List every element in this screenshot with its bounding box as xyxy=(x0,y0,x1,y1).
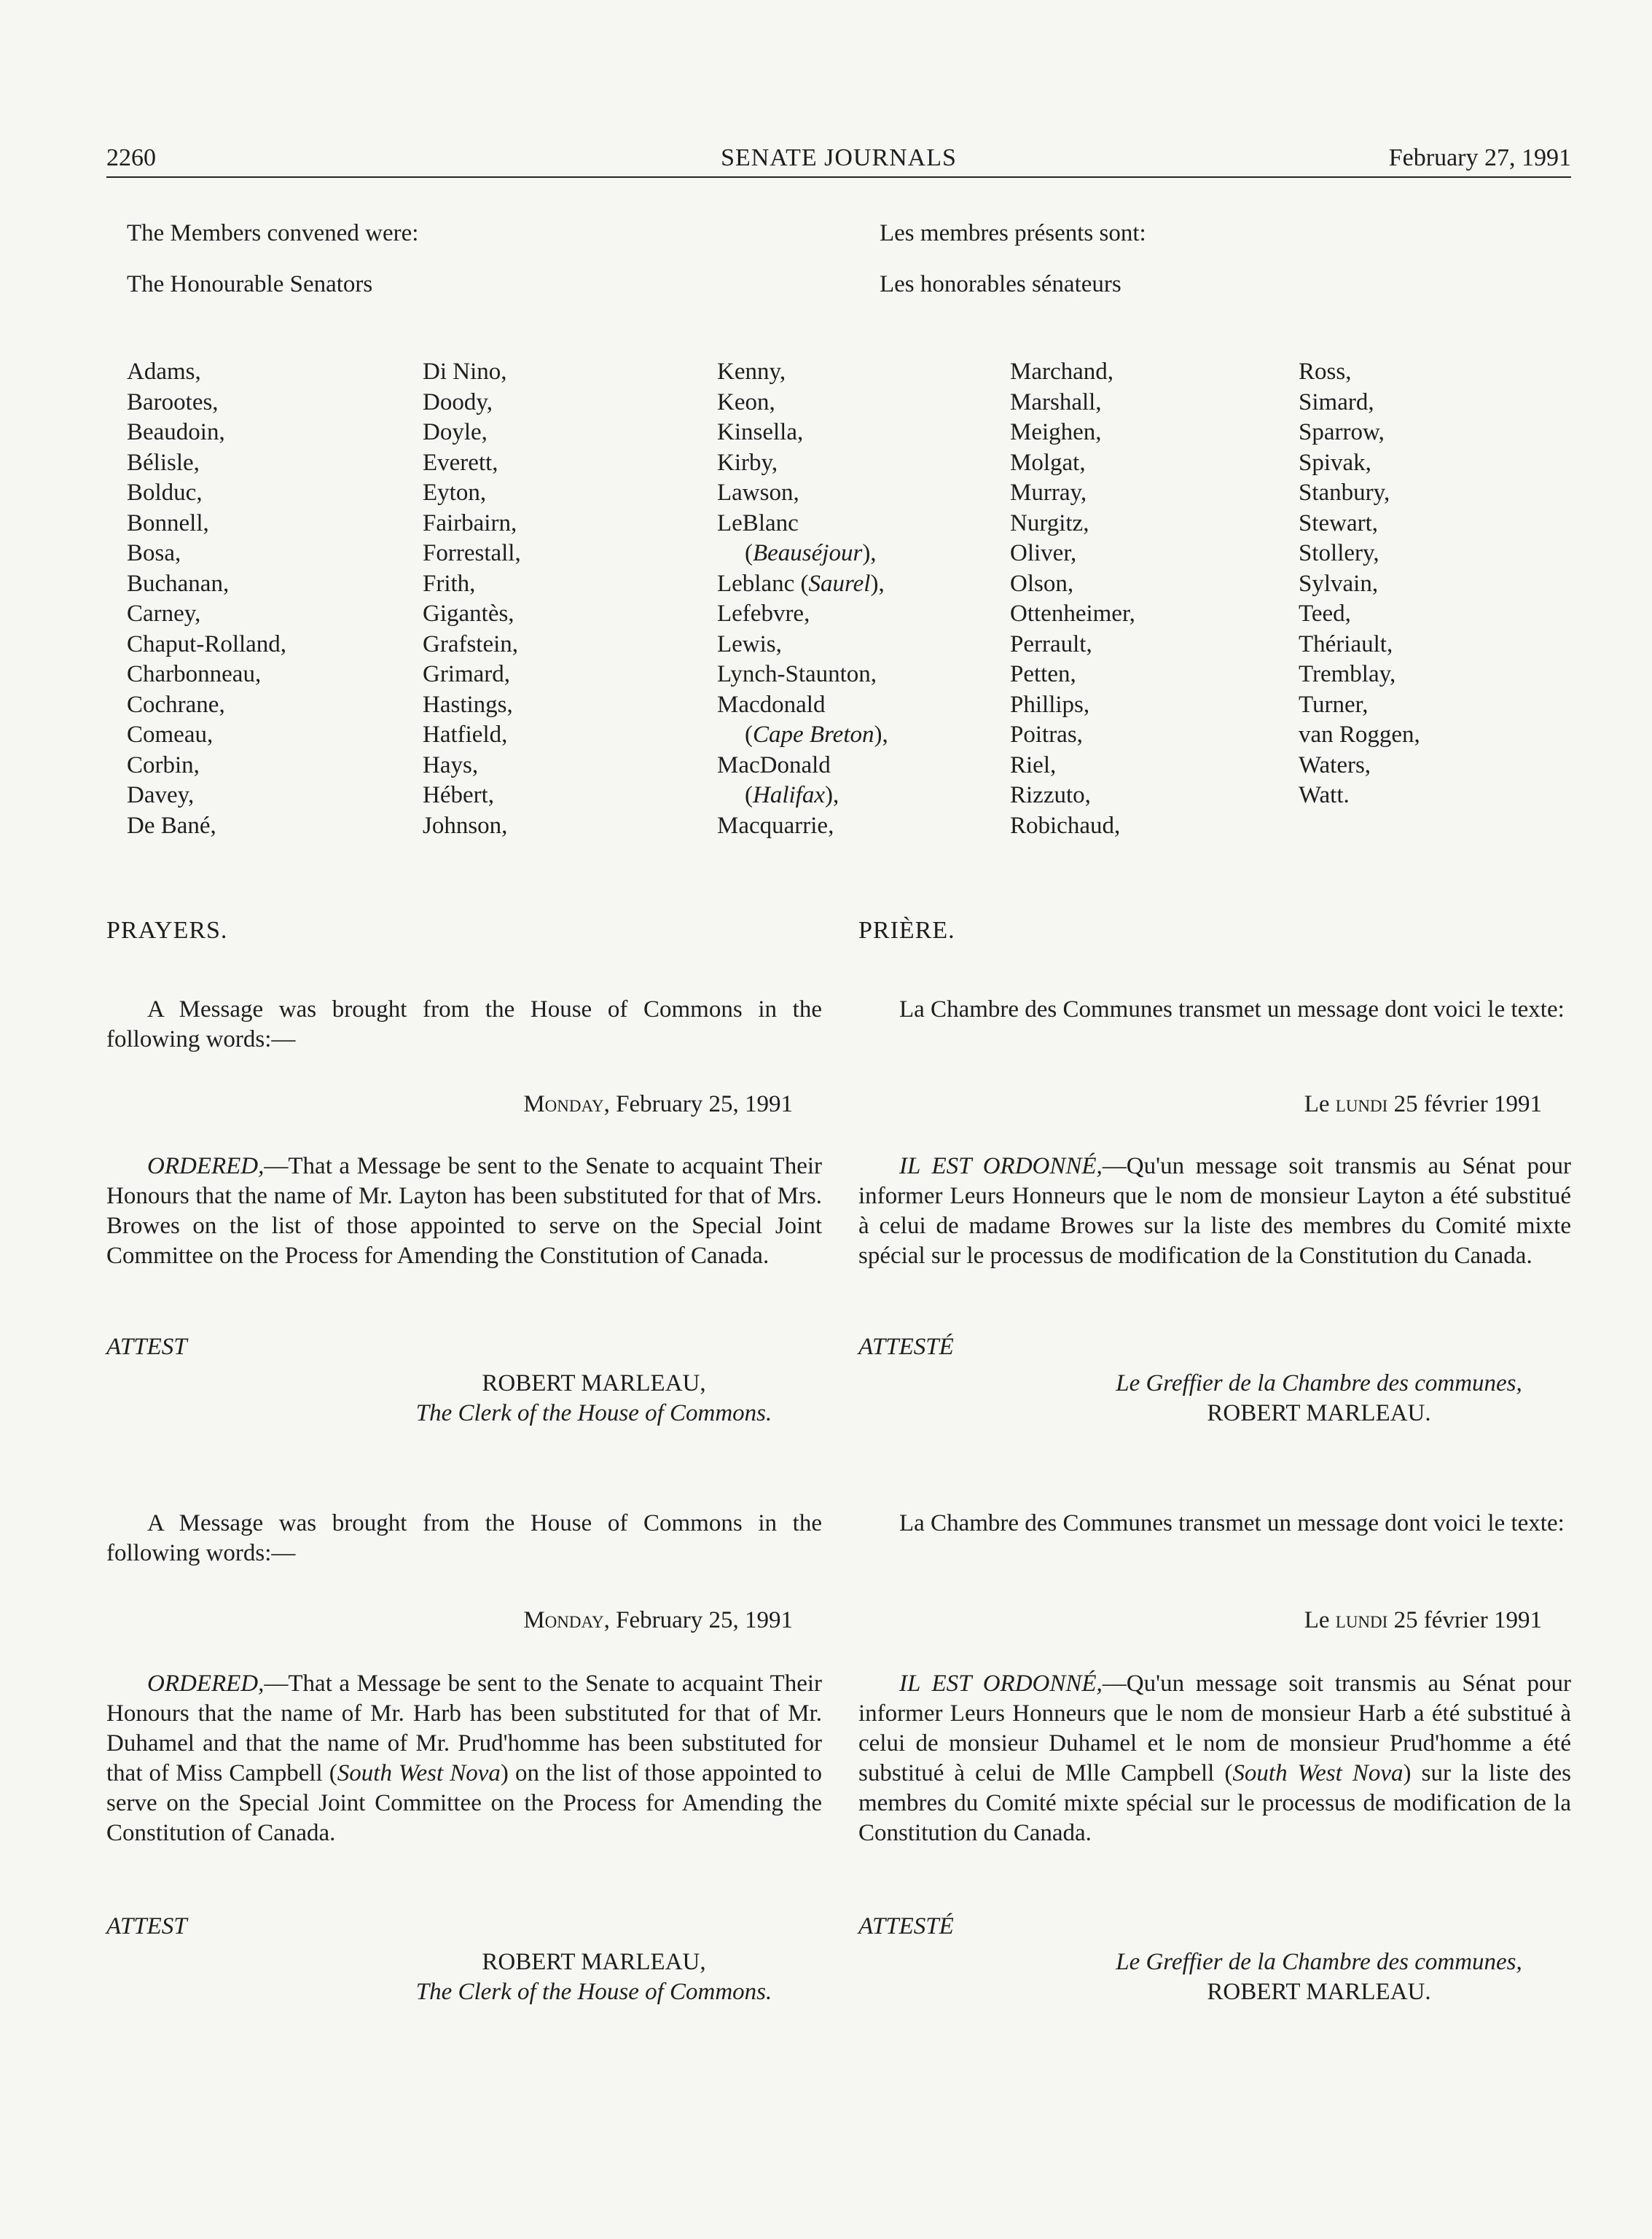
message2-order-en xyxy=(106,1669,822,1848)
senator-name: Murray, xyxy=(1010,480,1087,506)
senator-name-qualifier: (Beauséjour), xyxy=(745,540,877,566)
order-text: —Qu'un message soit transmis au Sénat pour informer Leurs Honneurs que le nom de monsieur Harb a été substitué à celui de monsieur Duhamel et le nom de monsieur Prud'homme a été substitué à celui de Mlle Campbell ( xyxy=(858,1671,1571,1786)
senator-name-qualifier: (Halifax), xyxy=(745,782,839,808)
senator-name: Rizzuto, xyxy=(1010,782,1091,808)
senator-name: Stanbury, xyxy=(1299,480,1390,506)
members-convened-en: The Members convened were: xyxy=(127,220,419,246)
senator-list xyxy=(127,357,1571,845)
ordered-label: IL EST ORDONNÉ, xyxy=(899,1671,1103,1697)
senator-name: Grimard, xyxy=(423,661,511,687)
senator-name: Charbonneau, xyxy=(127,661,262,687)
order-text: —That a Message be sent to the Senate to acquaint Their Honours that the name of Mr. Layton has been substituted for that of Mrs. Browes on the list of those appointed to serve on the Special Joint Committee on the Process for Amending the Constitution of Canada. xyxy=(106,1153,822,1269)
senator-name: Riel, xyxy=(1010,751,1057,778)
senator-name: Nurgitz, xyxy=(1010,509,1089,536)
senator-riding: Beauséjour xyxy=(753,540,863,566)
senator-name: Buchanan, xyxy=(127,570,230,597)
date-day: Monday xyxy=(523,1091,604,1117)
senator-name: Hastings, xyxy=(423,691,513,718)
clerk-name: ROBERT MARLEAU, xyxy=(482,1370,706,1396)
senator-name: Lynch-Staunton, xyxy=(717,661,877,687)
message1-date-en xyxy=(106,1090,822,1120)
message1-order-en xyxy=(106,1152,822,1271)
senator-name: Adams, xyxy=(127,359,201,385)
senator-name: Phillips, xyxy=(1010,691,1090,718)
senator-name: Cochrane, xyxy=(127,691,225,718)
senator-name: Olson, xyxy=(1010,570,1074,597)
senator-name: Fairbairn, xyxy=(423,509,517,536)
senator-name: Poitras, xyxy=(1010,722,1083,748)
senator-name: Bosa, xyxy=(127,540,181,566)
senator-name: Davey, xyxy=(127,782,195,808)
honourable-senators-fr: Les honorables sénateurs xyxy=(880,271,1121,297)
senator-name: Chaput-Rolland, xyxy=(127,630,287,657)
message1-date-fr xyxy=(858,1090,1571,1120)
members-convened-fr: Les membres présents sont: xyxy=(880,220,1146,246)
senator-surname: Leblanc xyxy=(717,570,795,597)
senator-name: Gigantès, xyxy=(423,601,514,627)
prayers-heading-en: PRAYERS. xyxy=(106,917,228,944)
message1-intro-fr: La Chambre des Communes transmet un message dont voici le texte: xyxy=(899,996,1565,1023)
senator-name: Stollery, xyxy=(1299,540,1379,566)
senator-name: Comeau, xyxy=(127,722,214,748)
senator-name: Sparrow, xyxy=(1299,419,1385,445)
senator-name: Barootes, xyxy=(127,388,219,415)
date-le: Le xyxy=(1304,1091,1330,1117)
date-day: lundi xyxy=(1335,1091,1388,1117)
message2-attest-en: ATTEST xyxy=(106,1913,187,1939)
senator-name: Carney, xyxy=(127,601,201,627)
order-text: —That a Message be sent to the Senate to acquaint Their Honours that the name of Mr. Harb has been substituted for that of Mr. Duhamel and that the name of Mr. Prud'homme has been substituted for that of Miss Campbell ( xyxy=(106,1671,822,1786)
senator-name: Eyton, xyxy=(423,480,487,506)
senator-name: Robichaud, xyxy=(1010,812,1121,839)
senator-column-1 xyxy=(127,357,286,841)
senator-name: Leblanc (Saurel), xyxy=(717,570,885,597)
senator-name: De Bané, xyxy=(127,812,216,839)
clerk-name: ROBERT MARLEAU, xyxy=(482,1949,706,1975)
senator-riding: Saurel xyxy=(808,570,871,597)
order-text: ) on the list of those appointed to serve on the Special Joint Committee on the Process for Amending the Constitution of Canada. xyxy=(106,1760,822,1846)
message2-intro-en: A Message was brought from the House of Commons in the following words:— xyxy=(106,1510,822,1566)
message2-order-fr xyxy=(858,1669,1571,1848)
message1-signature-fr xyxy=(1042,1369,1596,1429)
senator-name: Kirby, xyxy=(717,449,778,476)
senator-name: Spivak, xyxy=(1299,449,1371,476)
senator-column-5 xyxy=(1299,357,1420,811)
message1-signature-en xyxy=(357,1369,831,1429)
senator-name: Ottenheimer, xyxy=(1010,601,1135,627)
honourable-senators-en: The Honourable Senators xyxy=(127,271,373,297)
message2-signature-fr xyxy=(1042,1947,1596,2007)
message2-signature-en xyxy=(357,1947,831,2007)
header-date: February 27, 1991 xyxy=(1388,144,1571,171)
senator-column-2 xyxy=(423,357,521,841)
senator-name: Bélisle, xyxy=(127,449,200,476)
message2-date-fr xyxy=(858,1606,1571,1636)
senator-name: Doody, xyxy=(423,388,493,415)
senator-name: Frith, xyxy=(423,570,476,597)
clerk-title: The Clerk of the House of Commons. xyxy=(415,1979,772,2005)
senator-name: Grafstein, xyxy=(423,630,519,657)
senator-name: Marshall, xyxy=(1010,388,1102,415)
date-rest: , February 25, 1991 xyxy=(603,1607,793,1633)
senator-name: MacDonald xyxy=(717,751,831,778)
senator-name: Tremblay, xyxy=(1299,661,1396,687)
senator-name: Everett, xyxy=(423,449,498,476)
senator-column-3 xyxy=(717,357,888,841)
date-day: Monday xyxy=(523,1607,604,1633)
message2-date-en xyxy=(106,1606,822,1636)
senator-name: Meighen, xyxy=(1010,419,1102,445)
senator-name: Waters, xyxy=(1299,751,1371,778)
senator-name: Keon, xyxy=(717,388,775,415)
senator-name: van Roggen, xyxy=(1299,722,1420,748)
senator-name: Marchand, xyxy=(1010,359,1114,385)
message1-order-fr xyxy=(858,1152,1571,1271)
senator-name: Thériault, xyxy=(1299,630,1393,657)
senator-name: Turner, xyxy=(1299,691,1369,718)
senator-name: Oliver, xyxy=(1010,540,1077,566)
senator-name: Johnson, xyxy=(423,812,508,839)
senator-name: Hays, xyxy=(423,751,479,778)
senator-name: Sylvain, xyxy=(1299,570,1379,597)
senator-name-qualifier: (Cape Breton), xyxy=(745,722,888,748)
senator-name: Beaudoin, xyxy=(127,419,225,445)
senator-name: Teed, xyxy=(1299,601,1351,627)
page-header xyxy=(106,138,1571,178)
message1-attest-fr: ATTESTÉ xyxy=(858,1334,954,1360)
senator-name: Molgat, xyxy=(1010,449,1086,476)
senator-name: Lawson, xyxy=(717,480,799,506)
order-text: ) sur la liste des membres du Comité mixte spécial sur le processus de modification de la Constitution du Canada. xyxy=(858,1760,1571,1846)
message1-attest-en: ATTEST xyxy=(106,1334,187,1360)
senator-name: Kinsella, xyxy=(717,419,804,445)
senator-name: Stewart, xyxy=(1299,509,1379,536)
ordered-label: ORDERED, xyxy=(147,1153,265,1179)
clerk-title: Le Greffier de la Chambre des communes, xyxy=(1116,1949,1522,1975)
prayers-heading-fr: PRIÈRE. xyxy=(858,917,955,944)
senator-column-4 xyxy=(1010,357,1135,841)
senator-name: Kenny, xyxy=(717,359,786,385)
clerk-title: Le Greffier de la Chambre des communes, xyxy=(1116,1370,1522,1396)
senator-name: Watt. xyxy=(1299,782,1350,808)
date-rest: 25 février 1991 xyxy=(1393,1607,1542,1633)
senator-name: LeBlanc xyxy=(717,509,799,536)
date-rest: 25 février 1991 xyxy=(1393,1091,1542,1117)
senator-name: Corbin, xyxy=(127,751,200,778)
journal-title: SENATE JOURNALS xyxy=(721,144,957,171)
order-text: —Qu'un message soit transmis au Sénat pour informer Leurs Honneurs que le nom de monsieur Layton a été substitué à celui de madame Browes sur la liste des membres du Comité mixte spécial sur le processus de modification de la Constitution du Canada. xyxy=(858,1153,1571,1269)
senator-name: Ross, xyxy=(1299,359,1352,385)
senator-name: Forrestall, xyxy=(423,540,521,566)
senator-name: Bonnell, xyxy=(127,509,209,536)
senator-name: Doyle, xyxy=(423,419,488,445)
clerk-name: ROBERT MARLEAU. xyxy=(1207,1400,1431,1426)
clerk-title: The Clerk of the House of Commons. xyxy=(415,1400,772,1426)
date-rest: , February 25, 1991 xyxy=(603,1091,793,1117)
date-day: lundi xyxy=(1335,1607,1388,1633)
riding-name: South West Nova xyxy=(1232,1760,1404,1786)
message1-intro-en: A Message was brought from the House of Commons in the following words:— xyxy=(106,996,822,1052)
senator-name: Macdonald xyxy=(717,691,826,718)
senator-name: Macquarrie, xyxy=(717,812,834,839)
senator-name: Di Nino, xyxy=(423,359,507,385)
riding-name: South West Nova xyxy=(337,1760,501,1786)
senator-name: Hébert, xyxy=(423,782,495,808)
message2-attest-fr: ATTESTÉ xyxy=(858,1913,954,1939)
message2-intro-fr: La Chambre des Communes transmet un message dont voici le texte: xyxy=(899,1510,1565,1536)
clerk-name: ROBERT MARLEAU. xyxy=(1207,1979,1431,2005)
senator-riding: Cape Breton xyxy=(753,722,874,748)
senator-riding: Halifax xyxy=(753,782,825,808)
senator-name: Simard, xyxy=(1299,388,1374,415)
senator-name: Hatfield, xyxy=(423,722,508,748)
ordered-label: ORDERED, xyxy=(147,1671,265,1697)
page-number: 2260 xyxy=(106,144,156,171)
senator-name: Bolduc, xyxy=(127,480,203,506)
date-le: Le xyxy=(1304,1607,1330,1633)
ordered-label: IL EST ORDONNÉ, xyxy=(899,1153,1103,1179)
senator-name: Lewis, xyxy=(717,630,782,657)
senator-name: Lefebvre, xyxy=(717,601,810,627)
senator-name: Petten, xyxy=(1010,661,1076,687)
senator-name: Perrault, xyxy=(1010,630,1092,657)
